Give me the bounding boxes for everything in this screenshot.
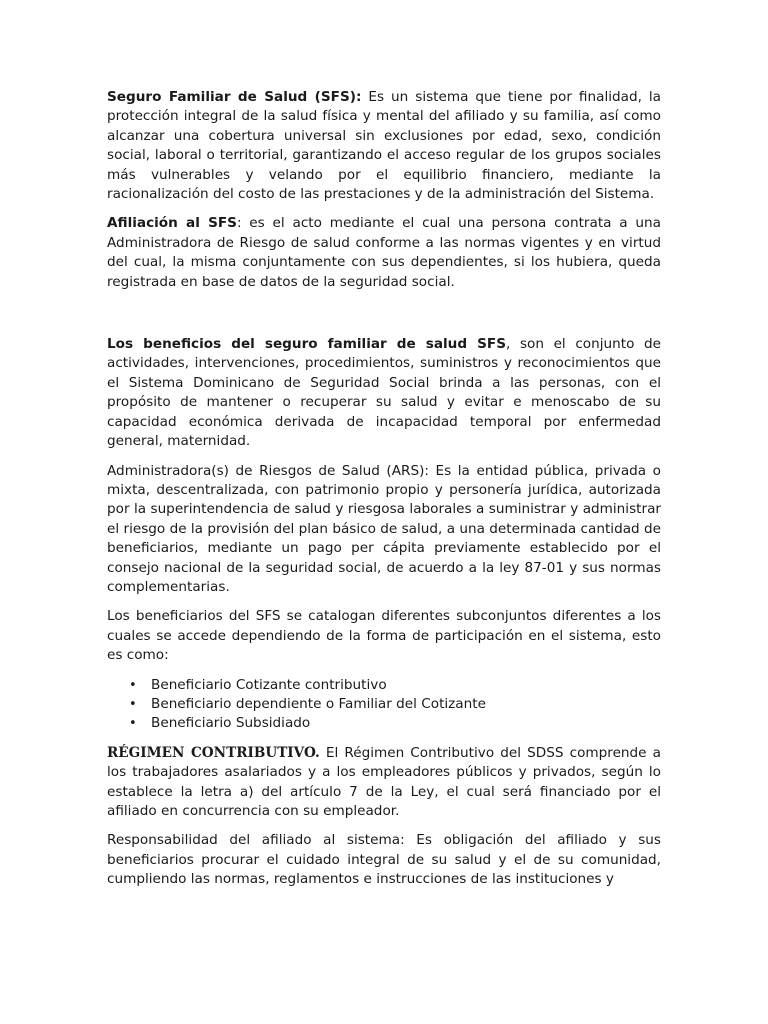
term-regimen-contributivo: RÉGIMEN CONTRIBUTIVO.: [107, 744, 320, 761]
paragraph-beneficios: [107, 335, 661, 451]
paragraph-text: El Régimen Contributivo del SDSS comprende a los trabajadores asalariados y a los empleadores públicos y privados, según lo establece la letra a) del artículo 7 de la Ley, el cual será financiado por el afiliado en concurrencia con su empleador.: [107, 744, 661, 819]
beneficiary-list: [107, 676, 661, 734]
paragraph-beneficiarios: [107, 607, 661, 665]
paragraph-text: Responsabilidad del afiliado al sistema: Es obligación del afiliado y sus beneficiarios procurar el cuidado integral de su salud y el de su comunidad, cumpliendo las normas, reglamentos e instrucciones de las instituciones y: [107, 832, 661, 888]
blank-gap: [107, 302, 661, 335]
paragraph-ars: [107, 462, 661, 598]
bullet-icon: •: [129, 696, 137, 712]
term-afiliacion: Afiliación al SFS: [107, 215, 237, 232]
list-item-text: Beneficiario dependiente o Familiar del Cotizante: [151, 695, 486, 712]
paragraph-afiliacion: [107, 214, 661, 292]
paragraph-text: Los beneficiarios del SFS se catalogan diferentes subconjuntos diferentes a los cuales se accede dependiendo de la forma de participación en el sistema, esto es como:: [107, 608, 661, 664]
paragraph-text: : es el acto mediante el cual una persona contrata a una Administradora de Riesgo de salud conforme a las normas vigentes y en virtud del cual, la misma conjuntamente con sus dependientes, si los hubiera, queda registrada en base de datos de la seguridad social.: [107, 215, 661, 290]
paragraph-text: , son el conjunto de actividades, intervenciones, procedimientos, suministros y reconocimientos que el Sistema Dominicano de Seguridad Social brinda a las personas, con el propósito de mantener o recuperar su salud y evitar e menoscabo de su capacidad económica derivada de incapacidad temporal por enfermedad general, maternidad.: [107, 336, 661, 450]
list-item: [129, 714, 661, 733]
paragraph-text: Administradora(s) de Riesgos de Salud (ARS): Es la entidad pública, privada o mixta, descentralizada, con patrimonio propio y personería jurídica, autorizada por la superintendencia de salud y riesgosa laborales a suministrar y administrar el riesgo de la provisión del plan básico de salud, a una determinada cantidad de beneficiarios, mediante un pago per cápita previamente establecido por el consejo nacional de la seguridad social, de acuerdo a la ley 87-01 y sus normas complementarias.: [107, 462, 661, 595]
paragraph-text: Es un sistema que tiene por finalidad, la protección integral de la salud física y mental del afiliado y su familia, así como alcanzar una cobertura universal sin exclusiones por edad, sexo, condición social, laboral o territorial, garantizando el acceso regular de los grupos sociales más vulnerables y velando por el equilibrio financiero, mediante la racionalización del costo de las prestaciones y de la administración del Sistema.: [107, 89, 661, 203]
bullet-icon: •: [129, 677, 137, 693]
list-item: [129, 695, 661, 714]
bullet-icon: •: [129, 716, 137, 732]
term-sfs: Seguro Familiar de Salud (SFS):: [107, 89, 362, 105]
term-beneficios: Los beneficios del seguro familiar de salud SFS: [107, 336, 506, 353]
list-item: [129, 676, 661, 695]
document-page: [107, 88, 661, 900]
list-item-text: Beneficiario Cotizante contributivo: [151, 676, 387, 693]
paragraph-sfs-definition: [107, 88, 661, 204]
list-item-text: Beneficiario Subsidiado: [151, 715, 311, 732]
paragraph-responsabilidad: [107, 831, 661, 889]
paragraph-regimen-contributivo: [107, 744, 661, 822]
